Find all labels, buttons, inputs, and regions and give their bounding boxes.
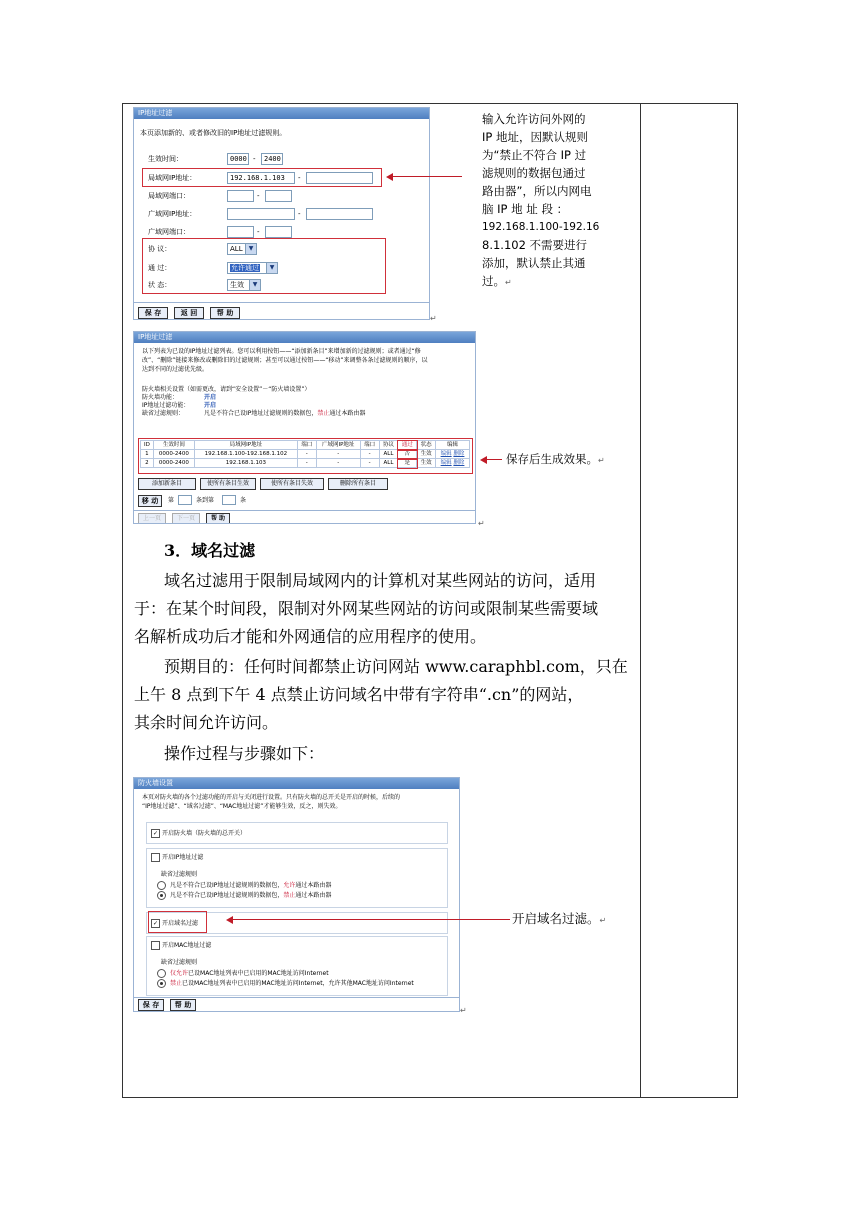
list-intro-line: 改”、“删除”链接来修改或删除旧的过滤规则；甚至可以通过按钮——“移动”来调整各条过滤规则的顺序，以 — [142, 357, 428, 364]
highlight-protocol-group — [142, 238, 386, 294]
enable-all-button[interactable]: 使所有条目生效 — [200, 478, 256, 490]
default-rule-label: 缺省过滤规则 — [161, 959, 198, 966]
lan-port-start-input[interactable] — [227, 190, 254, 202]
radio-icon[interactable] — [157, 881, 166, 890]
checkbox-icon[interactable] — [151, 853, 160, 862]
prev-page-button[interactable]: 上一页 — [138, 513, 166, 524]
default-rule-label: 缺省过滤规则： — [142, 410, 185, 417]
status-label: 状 态： — [148, 281, 172, 289]
arrow-head-icon — [226, 916, 233, 924]
col-header: 局域网IP地址 — [194, 441, 297, 450]
enable-mac-filter-label: 开启MAC地址过滤 — [162, 942, 212, 949]
cell: 192.168.1.100-192.168.1.102 — [194, 450, 297, 459]
cell: ALL — [379, 450, 398, 459]
panel-title: IP地址过滤 — [134, 108, 429, 119]
text-red: 禁止 — [170, 980, 183, 987]
move-button[interactable]: 移 动 — [138, 495, 162, 507]
col-header: 编辑 — [436, 441, 470, 450]
text: 通过本路由器 — [295, 882, 332, 889]
fw-intro-line: “IP地址过滤”、“域名过滤”、“MAC地址过滤”才能够生效，反之，则失效。 — [142, 803, 342, 810]
note-line: 为“禁止不符合 IP 过 — [482, 148, 587, 162]
radio-selected-icon[interactable] — [157, 891, 166, 900]
text-red: 禁止 — [317, 410, 330, 417]
wan-ip-start-input[interactable] — [227, 208, 295, 220]
radio-selected-icon[interactable] — [157, 979, 166, 988]
text: 已设MAC地址列表中已启用的MAC地址访问Internet，允许其他MAC地址访问Internet — [182, 980, 414, 987]
paragraph-3: 操作过程与步骤如下： — [164, 744, 325, 763]
cell: - — [297, 450, 316, 459]
note-3 — [512, 910, 606, 930]
enable-firewall-row[interactable] — [151, 829, 246, 838]
panel-title: IP地址过滤 — [134, 332, 475, 343]
cell: 2 — [141, 459, 154, 468]
disable-all-button[interactable]: 使所有条目失效 — [260, 478, 324, 490]
save-button[interactable]: 保 存 — [138, 999, 164, 1011]
list-intro-line: 以下列表为已设的IP地址过滤列表。您可以利用按钮——“添加新条目”来增加新的过滤规则；或者通过“修 — [142, 348, 421, 355]
note-line: 输入允许访问外网的 — [482, 112, 586, 126]
move-from-label: 第 — [168, 497, 175, 504]
pass-label: 通 过： — [148, 264, 172, 272]
arrow-3 — [232, 919, 510, 920]
cell: 1 — [141, 450, 154, 459]
firewall-value: 开启 — [204, 394, 217, 401]
text-red: 允许 — [283, 882, 296, 889]
note-2 — [506, 450, 605, 470]
radio-icon[interactable] — [157, 969, 166, 978]
ip-rule-option-deny[interactable] — [157, 891, 331, 900]
checkbox-icon[interactable] — [151, 941, 160, 950]
back-button[interactable]: 返 回 — [174, 307, 204, 319]
ip-filter-list-screenshot — [133, 331, 476, 524]
note-line: 路由器”，所以内网电 — [482, 184, 592, 198]
text: 通过本路由器 — [329, 410, 366, 417]
enable-mac-filter-row[interactable] — [151, 941, 211, 950]
lan-ip-label: 局域网IP地址： — [148, 174, 197, 182]
protocol-label: 协 议： — [148, 245, 172, 253]
firewall-label: 防火墙功能： — [142, 394, 179, 401]
move-to-label: 条到第 — [196, 497, 215, 504]
list-intro-line: 达到不同的过滤优先级。 — [142, 366, 209, 373]
lan-port-end-input[interactable] — [265, 190, 292, 202]
wan-port-end-input[interactable] — [265, 226, 292, 238]
time-end-input[interactable]: 2400 — [261, 153, 283, 165]
mac-filter-box — [146, 936, 448, 996]
dash: - — [298, 174, 301, 182]
col-header: 协议 — [379, 441, 398, 450]
note-line: 滤规则的数据包通过 — [482, 166, 586, 180]
note-text: 开启域名过滤。 — [512, 911, 600, 926]
status-value: 生效 — [230, 281, 244, 289]
text: 已设MAC地址列表中已启用的MAC地址访问Internet — [188, 970, 329, 977]
para-line: 域名过滤用于限制局域网内的计算机对某些网站的访问，适用 — [164, 571, 597, 590]
note-line: IP 地址，因默认规则 — [482, 130, 588, 144]
arrow-1 — [392, 176, 462, 177]
enable-ip-filter-label: 开启IP地址过滤 — [162, 854, 204, 861]
delete-all-button[interactable]: 删除所有条目 — [328, 478, 388, 490]
cell: 否 — [398, 450, 417, 459]
cell: 0000-2400 — [153, 450, 194, 459]
settings-heading: 防火墙相关设置（如需更改，请到“安全设置”－“防火墙设置”） — [142, 386, 311, 393]
arrow-head-icon — [386, 173, 393, 181]
ip-filter-form-screenshot — [133, 107, 430, 320]
paragraph-mark: ↵ — [478, 519, 485, 528]
protocol-value: ALL — [230, 245, 243, 253]
paragraph-2 — [134, 653, 628, 737]
divider — [134, 997, 459, 998]
dash: - — [257, 228, 260, 236]
col-header: 端口 — [360, 441, 379, 450]
cell: - — [360, 459, 379, 468]
time-start-input[interactable]: 0000 — [227, 153, 249, 165]
dash: - — [253, 155, 256, 163]
note-text: 过。 — [482, 274, 505, 288]
col-header: 广域网IP地址 — [316, 441, 360, 450]
move-to-input[interactable] — [222, 495, 236, 505]
text: 凡是不符合已设IP地址过滤规则的数据包， — [204, 410, 318, 417]
note-line: 脑 IP 地 址 段 ： — [482, 202, 569, 216]
para-line: 预期目的：任何时间都禁止访问网站 www.caraphbl.com，只在 — [164, 657, 628, 676]
fw-intro-line: 本页对防火墙的各个过滤功能的开启与关闭进行设置。只有防火墙的总开关是开启的时候，后续的 — [142, 794, 401, 801]
help-button[interactable]: 帮 助 — [170, 999, 196, 1011]
section-heading: 3．域名过滤 — [164, 541, 256, 560]
mac-rule-option-allow[interactable] — [157, 969, 329, 978]
enable-ip-filter-row[interactable] — [151, 853, 203, 862]
highlight-domain-filter — [148, 911, 207, 933]
cell: - — [316, 459, 360, 468]
paragraph-mark: ↵ — [505, 278, 512, 287]
note-line: 192.168.1.100-192.16 — [482, 221, 600, 233]
help-button[interactable]: 帮 助 — [206, 513, 230, 524]
save-button[interactable]: 保 存 — [138, 307, 168, 319]
divider — [134, 510, 475, 511]
text: 凡是不符合已设IP地址过滤规则的数据包， — [170, 882, 284, 889]
ip-filter-box — [146, 848, 448, 908]
cell: - — [316, 450, 360, 459]
paragraph-mark: ↵ — [430, 314, 437, 323]
note-1 — [482, 110, 610, 292]
next-page-button[interactable]: 下一页 — [172, 513, 200, 524]
text: 通过本路由器 — [295, 892, 332, 899]
text-red: 禁止 — [283, 892, 296, 899]
highlight-table — [138, 438, 473, 474]
para-line: 名解析成功后才能和外网通信的应用程序的使用。 — [134, 627, 487, 646]
para-line: 于：在某个时间段，限制对外网某些网站的访问或限制某些需要域 — [134, 599, 599, 618]
edit-link[interactable]: 编辑 — [440, 460, 452, 466]
text: 凡是不符合已设IP地址过滤规则的数据包， — [170, 892, 284, 899]
dash: - — [257, 192, 260, 200]
move-from-input[interactable] — [178, 495, 192, 505]
edit-link[interactable]: 编辑 — [440, 451, 452, 457]
paragraph-1 — [134, 567, 598, 651]
note-text: 保存后生成效果。 — [506, 452, 598, 466]
enable-firewall-label: 开启防火墙（防火墙的总开关） — [162, 830, 247, 837]
enable-domain-filter-label: 开启域名过滤 — [162, 920, 199, 927]
checkbox-checked-icon[interactable]: ✓ — [152, 830, 159, 837]
wan-port-label: 广域网端口： — [148, 228, 190, 236]
para-line: 其余时间允许访问。 — [134, 713, 279, 732]
mac-rule-option-deny[interactable] — [157, 979, 414, 988]
panel-title: 防火墙设置 — [134, 778, 459, 789]
paragraph-mark: ↵ — [598, 456, 605, 465]
ipfilter-value: 开启 — [204, 402, 217, 409]
move-end-label: 条 — [240, 497, 247, 504]
col-header: 状态 — [417, 441, 436, 450]
cell: ALL — [379, 459, 398, 468]
delete-link[interactable]: 删除 — [453, 460, 465, 466]
lan-ip-start-input[interactable]: 192.168.1.103 — [227, 172, 295, 184]
help-button[interactable]: 帮 助 — [210, 307, 240, 319]
col-header: ID — [141, 441, 154, 450]
ip-rule-option-allow[interactable] — [157, 881, 331, 890]
cell: 192.168.1.103 — [194, 459, 297, 468]
highlight-lan-ip — [142, 168, 382, 187]
form-intro: 本页添加新的、或者修改旧的IP地址过滤规则。 — [140, 129, 287, 137]
note-line — [482, 272, 610, 292]
arrow-head-icon — [480, 456, 487, 464]
cell: 生效 — [417, 459, 436, 468]
delete-link[interactable]: 删除 — [453, 451, 465, 457]
cell: 0000-2400 — [153, 459, 194, 468]
cell: - — [297, 459, 316, 468]
firewall-settings-screenshot — [133, 777, 460, 1012]
add-entry-button[interactable]: 添加新条目 — [138, 478, 196, 490]
paragraph-mark: ↵ — [599, 916, 607, 925]
lan-port-label: 局域网端口： — [148, 192, 190, 200]
col-header: 端口 — [297, 441, 316, 450]
default-rule-label: 缺省过滤规则 — [161, 871, 198, 878]
checkbox-checked-icon[interactable]: ✓ — [152, 920, 159, 927]
cell: 是 — [398, 459, 417, 468]
pass-value: 允许通过 — [231, 264, 259, 272]
col-header: 生效时间 — [153, 441, 194, 450]
table-divider — [640, 104, 641, 1097]
text-red: 仅允许 — [170, 970, 189, 977]
note-line: 添加，默认禁止其通 — [482, 256, 586, 270]
note-line: 8.1.102 不需要进行 — [482, 238, 588, 252]
wan-port-start-input[interactable] — [227, 226, 254, 238]
wan-ip-end-input[interactable] — [306, 208, 373, 220]
para-line: 上午 8 点到下午 4 点禁止访问域名中带有字符串“.cn”的网站， — [134, 685, 584, 704]
wan-ip-label: 广域网IP地址： — [148, 210, 197, 218]
firewall-master-box — [146, 822, 448, 844]
chevron-down-icon: ▼ — [245, 244, 256, 254]
col-header: 通过 — [398, 441, 417, 450]
arrow-2 — [486, 459, 502, 460]
paragraph-mark: ↵ — [460, 1006, 467, 1015]
ipfilter-label: IP地址过滤功能： — [142, 402, 190, 409]
default-rule-value — [204, 410, 365, 418]
dash: - — [298, 210, 301, 218]
chevron-down-icon: ▼ — [266, 263, 277, 273]
divider — [134, 302, 429, 303]
cell: 生效 — [417, 450, 436, 459]
cell: - — [360, 450, 379, 459]
time-label: 生效时间： — [148, 155, 183, 163]
chevron-down-icon: ▼ — [249, 280, 260, 290]
